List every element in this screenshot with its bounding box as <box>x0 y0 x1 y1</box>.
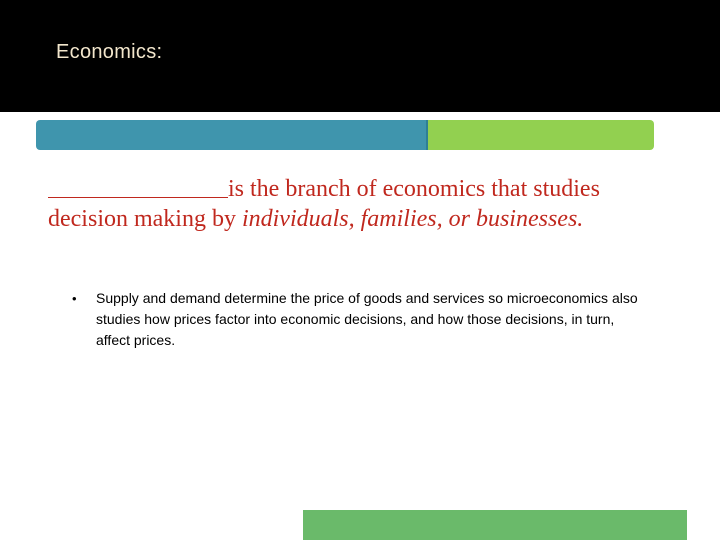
slide-title: Economics: <box>56 41 163 63</box>
footer-band <box>303 510 687 540</box>
fill-in-blank <box>48 173 228 198</box>
accent-band-teal <box>36 120 428 150</box>
main-statement <box>48 173 668 234</box>
accent-band <box>36 120 654 150</box>
statement-italic-text: individuals, families, or businesses. <box>241 206 584 232</box>
statement-text: is the branch of economics that studies decision making by <box>48 176 600 232</box>
accent-band-green <box>428 120 654 150</box>
bullet-marker: • <box>72 291 77 306</box>
title-bar <box>0 0 720 112</box>
bullet-text: Supply and demand determine the price of goods and services so microeconomics also studies how prices factor into economic decisions, and how those decisions, in turn, affect prices. <box>96 290 638 348</box>
bullet-item <box>72 288 642 351</box>
